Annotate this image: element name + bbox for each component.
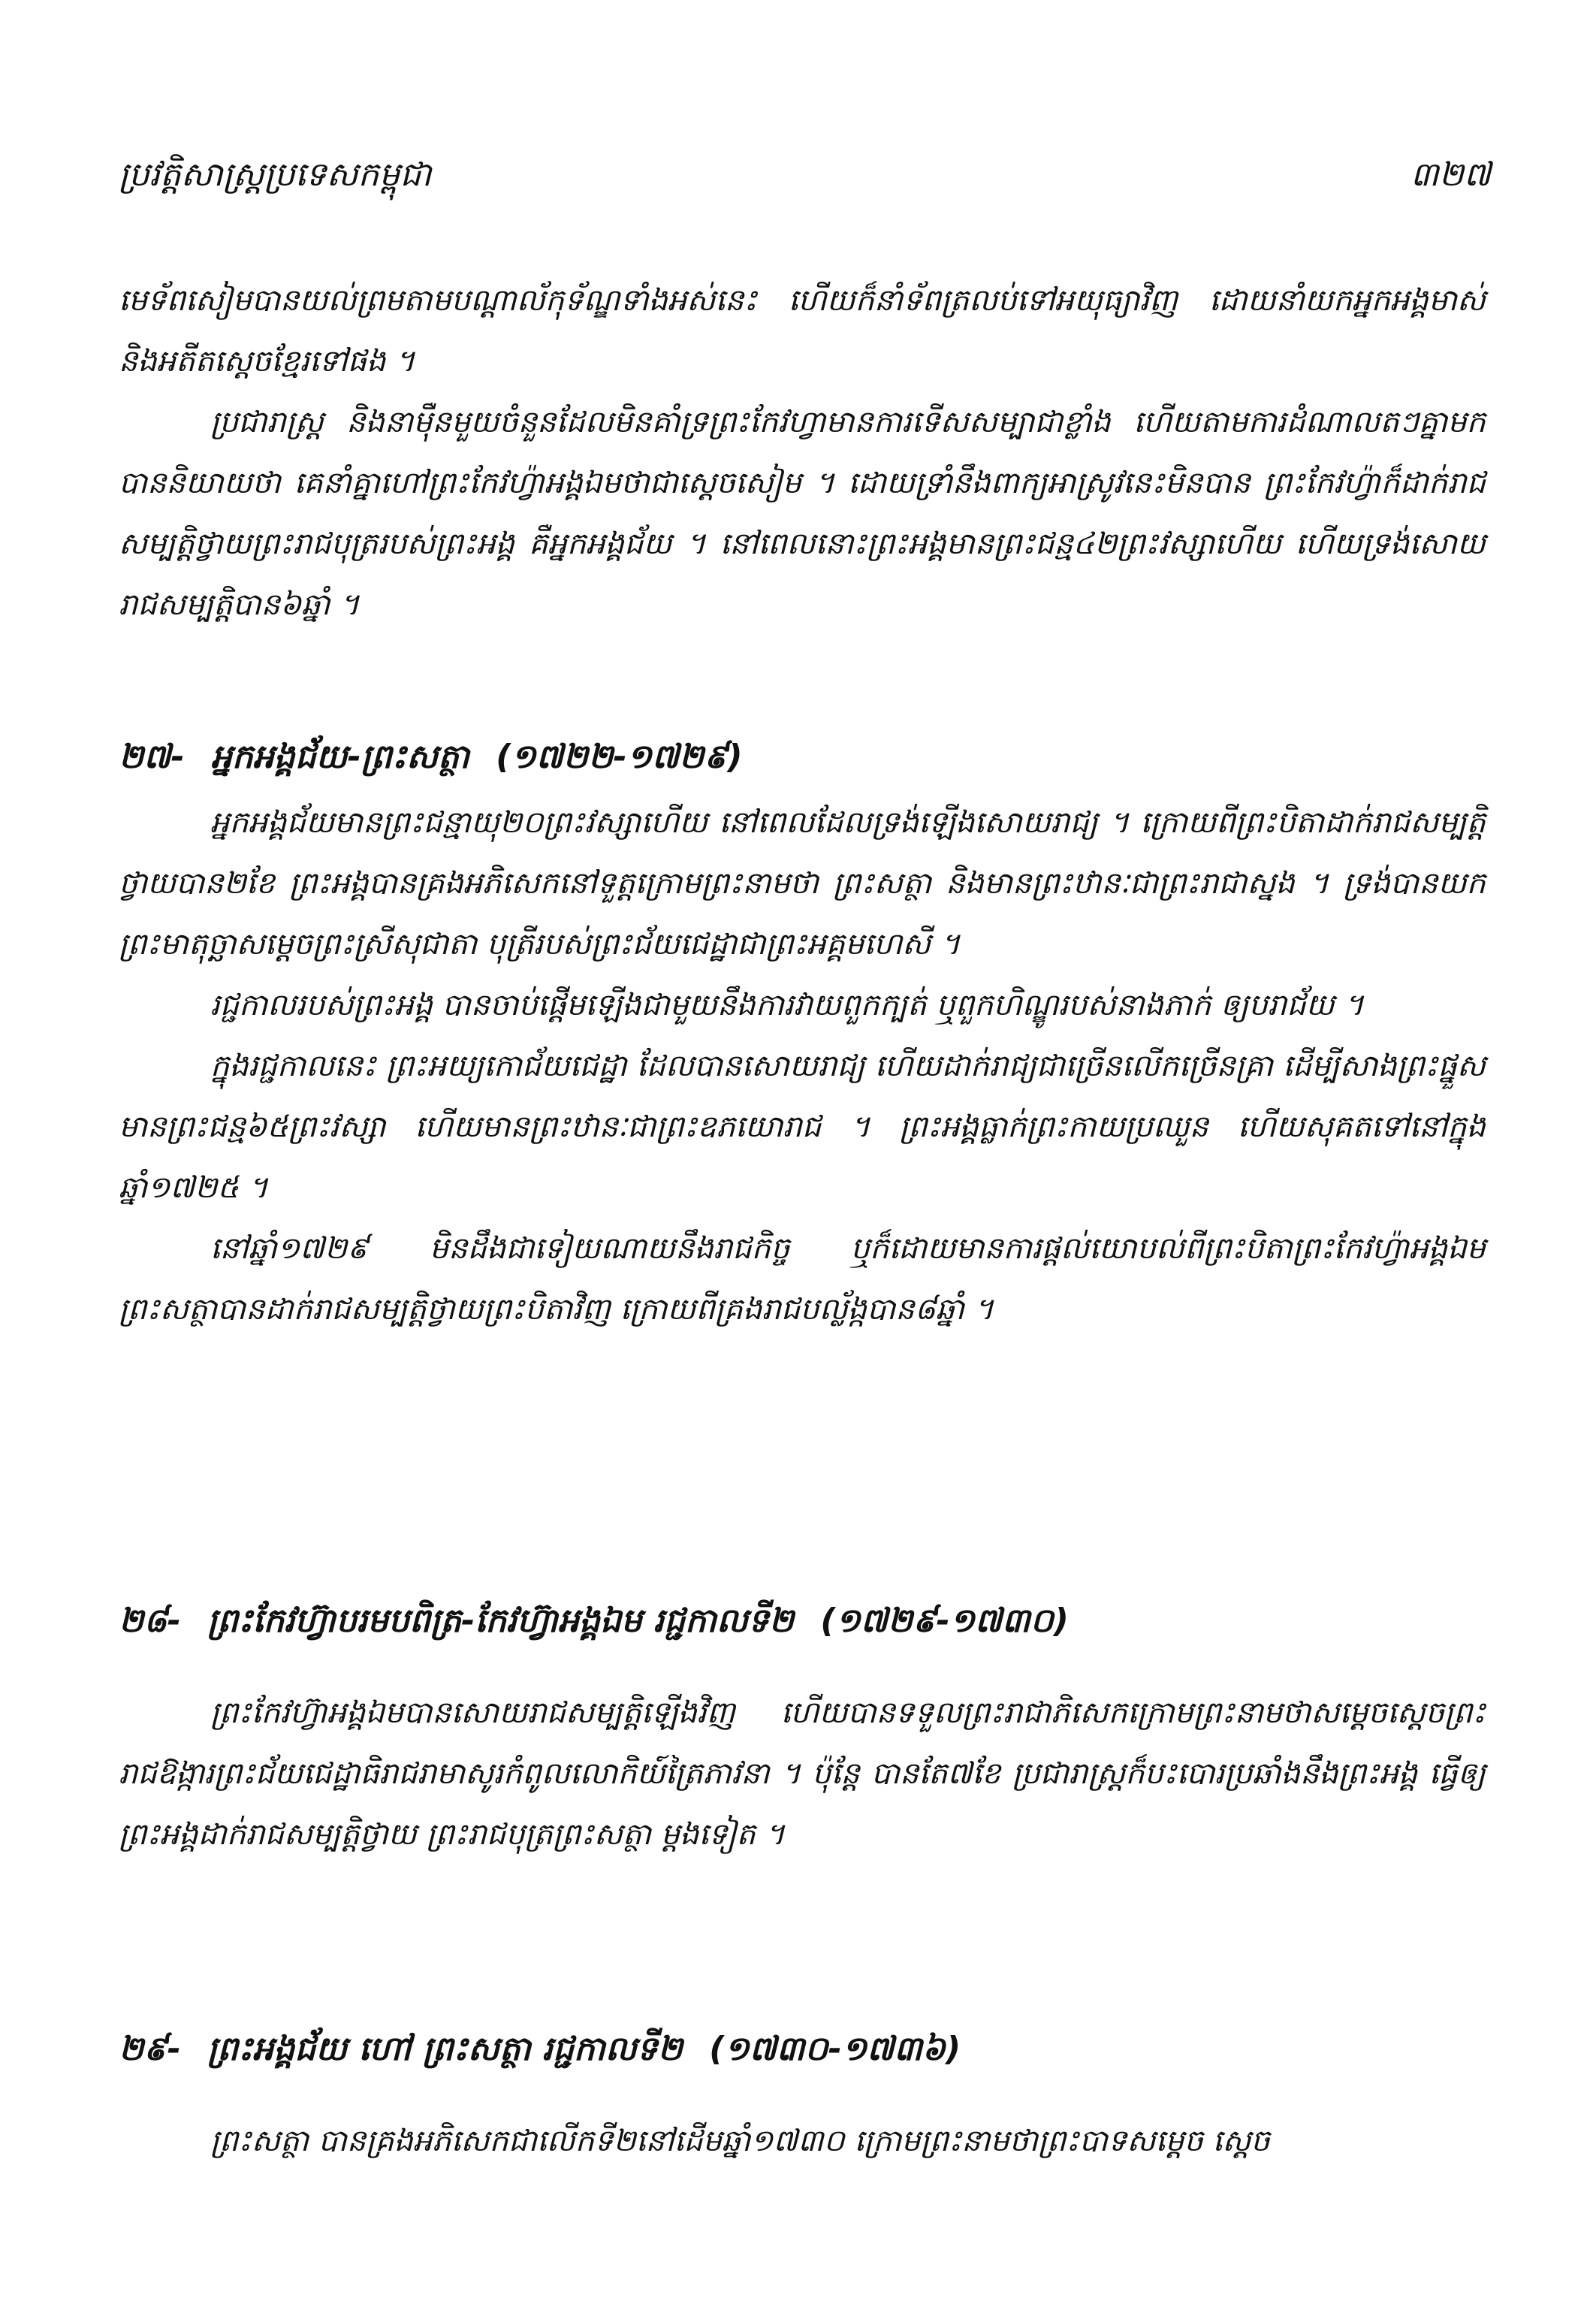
- section-number: ២៧-: [119, 738, 185, 776]
- paragraph: មេទ័ពសៀមបានយល់ព្រមតាមបណ្តាល័កុទ័ណ្ឌទាំងអស់នេះ ហើយក៏នាំទ័ពត្រលប់ទៅអយុធ្យាវិញ ដោយនាំយកអ្នកអង្គមាស់ និងអតីតស្តេចខ្មែរទៅផង ។: [119, 283, 1486, 379]
- section-number: ២៩-: [119, 2030, 181, 2068]
- section-number: ២៨-: [119, 1602, 181, 1640]
- paragraph: ព្រះសត្ថា បានគ្រងអភិសេកជាលើកទី២នៅដើមឆ្នាំ១៧៣០ ក្រោមព្រះនាមថាព្រះបាទសម្តេច ស្តេច: [210, 2124, 1270, 2158]
- section-27-body: [119, 793, 1486, 1340]
- section-years: (១៧២២-១៧២៩): [496, 738, 743, 776]
- paragraph: អ្នកអង្គជ័យមានព្រះជន្មាយុ២០ព្រះវស្សាហើយ នៅពេលដែលទ្រង់ឡើងសោយរាជ្យ ។ ក្រោយពីព្រះបិតាដាក់រាជសម្បត្តិថ្វាយបាន២ខែ ព្រះអង្គបានគ្រងអភិសេកនៅទួត្តក្រោមព្រះនាមថា ព្រះសត្ថា និងមានព្រះឋានៈជាព្រះរាជាស្នង ។ ទ្រង់បានយកព្រះមាតុច្ឆាសម្តេចព្រះស្រីសុជាតា បុត្រីរបស់ព្រះជ័យជេដ្ឋាជាព្រះអគ្គមហេសី ។: [119, 805, 1486, 962]
- section-heading-27: [119, 736, 1486, 784]
- section-title: ព្រះកែវហ៊្វាបរមបពិត្រ-កែវហ៊្វាអង្គឯម រជ្ជកាលទី២: [207, 1602, 795, 1640]
- paragraph: ក្នុងរជ្ជកាលនេះ ព្រះអយ្យកោជ័យជេដ្ឋា ដែលបានសោយរាជ្យ ហើយដាក់រាជ្យជាច្រើនលើកច្រើនគ្រា ដើម្បីសាងព្រះផ្នួស មានព្រះជន្ម៦៥ព្រះវស្សា ហើយមានព្រះឋានៈជាព្រះឧភយោរាជ ។ ព្រះអង្គធ្លាក់ព្រះកាយប្រឈួន ហើយសុគតទៅនៅក្នុងឆ្នាំ១៧២៥ ។: [119, 1049, 1486, 1205]
- section-heading-28: [119, 1600, 1486, 1648]
- section-title: ព្រះអង្គជ័យ ហៅ ព្រះសត្ថា រជ្ជកាលទី២: [207, 2030, 683, 2068]
- paragraph: ប្រជារាស្ត្រ និងនាម៉ឺនមួយចំនួនដែលមិនគាំទ្រព្រះកែវហ្វាមានការទើសសម្បាជាខ្លាំង ហើយតាមការដំណាលតៗគ្នាមកបាននិយាយថា គេនាំគ្នាហៅព្រះកែវហ្វ៉ាអង្គឯមថាជាស្តេចសៀម ។ ដោយទ្រាំនឹងពាក្យអាស្រូវនេះមិនបាន ព្រះកែវហ្វ៉ាក៏ដាក់រាជសម្បត្តិថ្វាយព្រះរាជបុត្ររបស់ព្រះអង្គ គឺអ្នកអង្គជ័យ ។ នៅពេលនោះព្រះអង្គមានព្រះជន្ម៤២ព្រះវស្សាហើយ ហើយទ្រង់សោយរាជសម្បត្តិបាន៦ឆ្នាំ ។: [119, 405, 1486, 622]
- intro-block: [119, 270, 1486, 636]
- running-title: ប្រវត្តិសាស្ត្រប្រទេសកម្ពុជា: [119, 156, 432, 194]
- page-number: ៣២៧: [1410, 156, 1491, 194]
- section-28-body: [119, 1683, 1486, 1865]
- paragraph: នៅឆ្នាំ១៧២៩ មិនដឹងជាទៀយណាយនឹងរាជកិច្ច ឬក៏ដោយមានការផ្តល់យោបល់ពីព្រះបិតាព្រះកែវហ្វ៉ាអង្គឯម ព្រះសត្ថាបានដាក់រាជសម្បត្តិថ្វាយព្រះបិតាវិញ ក្រោយពីគ្រងរាជបល្ល័ង្កបាន៨ឆ្នាំ ។: [119, 1231, 1486, 1327]
- section-years: (១៧២៩-១៧៣០): [820, 1602, 1069, 1640]
- section-29-body: [119, 2111, 1486, 2172]
- section-heading-29: [119, 2028, 1486, 2076]
- section-title: អ្នកអង្គជ័យ-ព្រះសត្ថា: [210, 738, 469, 776]
- paragraph: រជ្ជកាលរបស់ព្រះអង្គ បានចាប់ផ្តើមឡើងជាមួយនឹងការវាយពួកក្បត់ ឬពួកហិណ្ឌូរបស់នាងភាក់ ឲ្យបរាជ័យ ។: [210, 988, 1364, 1022]
- section-years: (១៧៣០-១៧៣៦): [709, 2030, 961, 2068]
- paragraph: ព្រះកែវហ៊្វាអង្គឯមបានសោយរាជសម្បត្តិឡើងវិញ ហើយបានទទួលព្រះរាជាភិសេកក្រោមព្រះនាមថាសម្តេចស្តេចព្រះរាជឱង្ការព្រះជ័យជេដ្ឋាធិរាជរាមាសូរកំពូលលោកិយ៍ត្រៃភាវនា ។ ប៉ុន្តែ បានតែ៧ខែ ប្រជារាស្ត្រក៏បះបោរប្រឆាំងនឹងព្រះអង្គ ធ្វើឲ្យព្រះអង្គដាក់រាជសម្បត្តិថ្វាយ ព្រះរាជបុត្រព្រះសត្ថា ម្តងទៀត ។: [119, 1696, 1486, 1852]
